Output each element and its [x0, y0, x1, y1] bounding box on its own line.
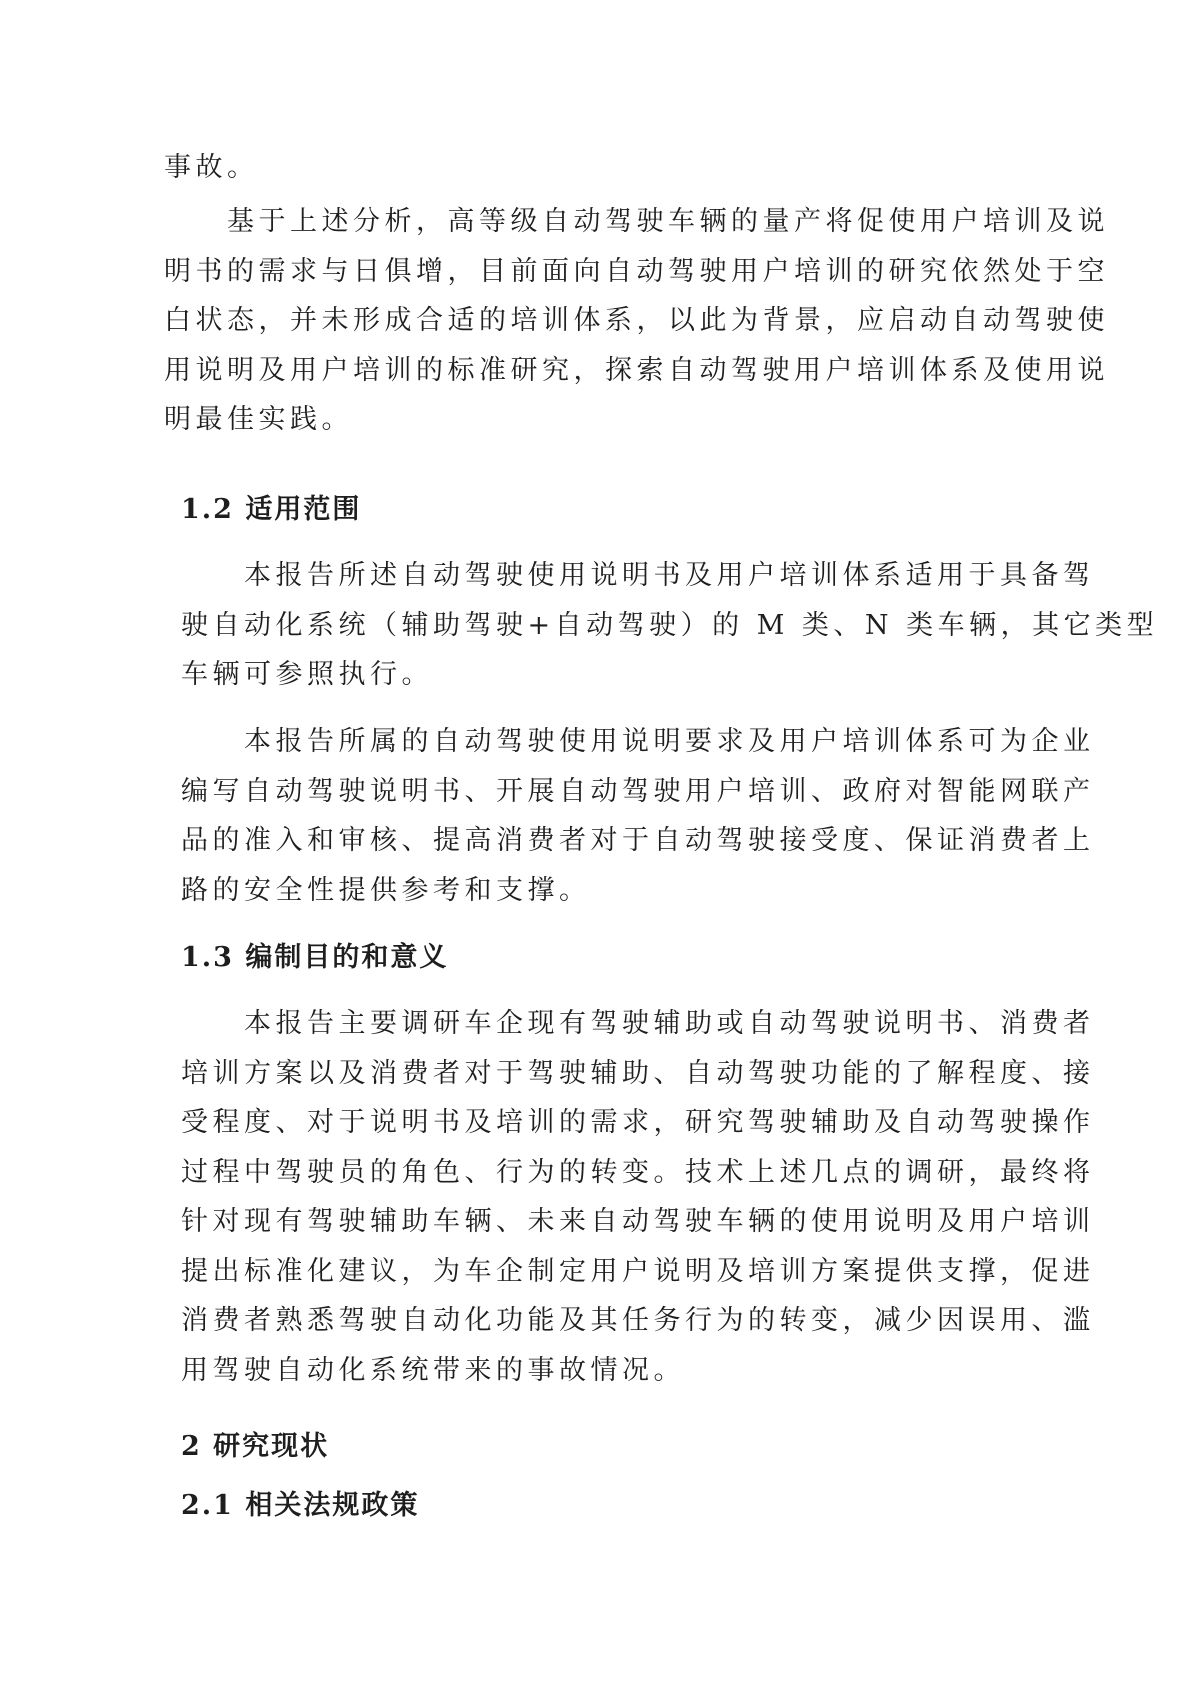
paragraph: [181, 999, 1095, 1395]
text-line: 本报告主要调研车企现有驾驶辅助或自动驾驶说明书、消费者: [181, 1008, 1095, 1039]
paragraph: [181, 717, 1095, 915]
text-line: 用驾驶自动化系统带来的事故情况。: [181, 1354, 685, 1386]
text-line: 培训方案以及消费者对于驾驶辅助、自动驾驶功能的了解程度、接: [181, 1057, 1095, 1089]
section-heading: 2 研究现状: [181, 1431, 330, 1462]
text-line: 提出标准化建议，为车企制定用户说明及培训方案提供支撑，促进: [181, 1255, 1095, 1287]
text-line: 过程中驾驶员的角色、行为的转变。技术上述几点的调研，最终将: [181, 1156, 1095, 1188]
section-heading: 1.3 编制目的和意义: [181, 942, 449, 973]
text-line: 本报告所述自动驾驶使用说明书及用户培训体系适用于具备驾: [181, 560, 1095, 591]
text-line: 车辆可参照执行。: [181, 659, 433, 690]
text-line: 消费者熟悉驾驶自动化功能及其任务行为的转变，减少因误用、滥: [181, 1305, 1095, 1336]
paragraph: [164, 197, 1109, 445]
text-line: 用说明及用户培训的标准研究，探索自动驾驶用户培训体系及使用说: [164, 354, 1109, 386]
text-line: 驶自动化系统（辅助驾驶+自动驾驶）的 M 类、N 类车辆，其它类型: [181, 609, 1159, 641]
text-line: 事故。: [164, 152, 259, 183]
section-heading: 2.1 相关法规政策: [181, 1490, 420, 1521]
text-line: 本报告所属的自动驾驶使用说明要求及用户培训体系可为企业: [181, 726, 1095, 757]
text-line: 明最佳实践。: [164, 404, 353, 435]
text-line: 编写自动驾驶说明书、开展自动驾驶用户培训、政府对智能网联产: [181, 775, 1095, 807]
text-line: 路的安全性提供参考和支撑。: [181, 874, 591, 906]
text-line: 受程度、对于说明书及培训的需求，研究驾驶辅助及自动驾驶操作: [181, 1107, 1095, 1138]
section-heading: 1.2 适用范围: [181, 494, 362, 525]
paragraph: [181, 551, 1159, 700]
text-line: 品的准入和审核、提高消费者对于自动驾驶接受度、保证消费者上: [181, 825, 1095, 856]
text-line: 明书的需求与日俱增，目前面向自动驾驶用户培训的研究依然处于空: [164, 255, 1109, 287]
text-line: 针对现有驾驶辅助车辆、未来自动驾驶车辆的使用说明及用户培训: [181, 1206, 1095, 1237]
text-line: 白状态，并未形成合适的培训体系，以此为背景，应启动自动驾驶使: [164, 305, 1109, 336]
paragraph: [164, 143, 1074, 193]
text-line: 基于上述分析，高等级自动驾驶车辆的量产将促使用户培训及说: [164, 206, 1109, 237]
